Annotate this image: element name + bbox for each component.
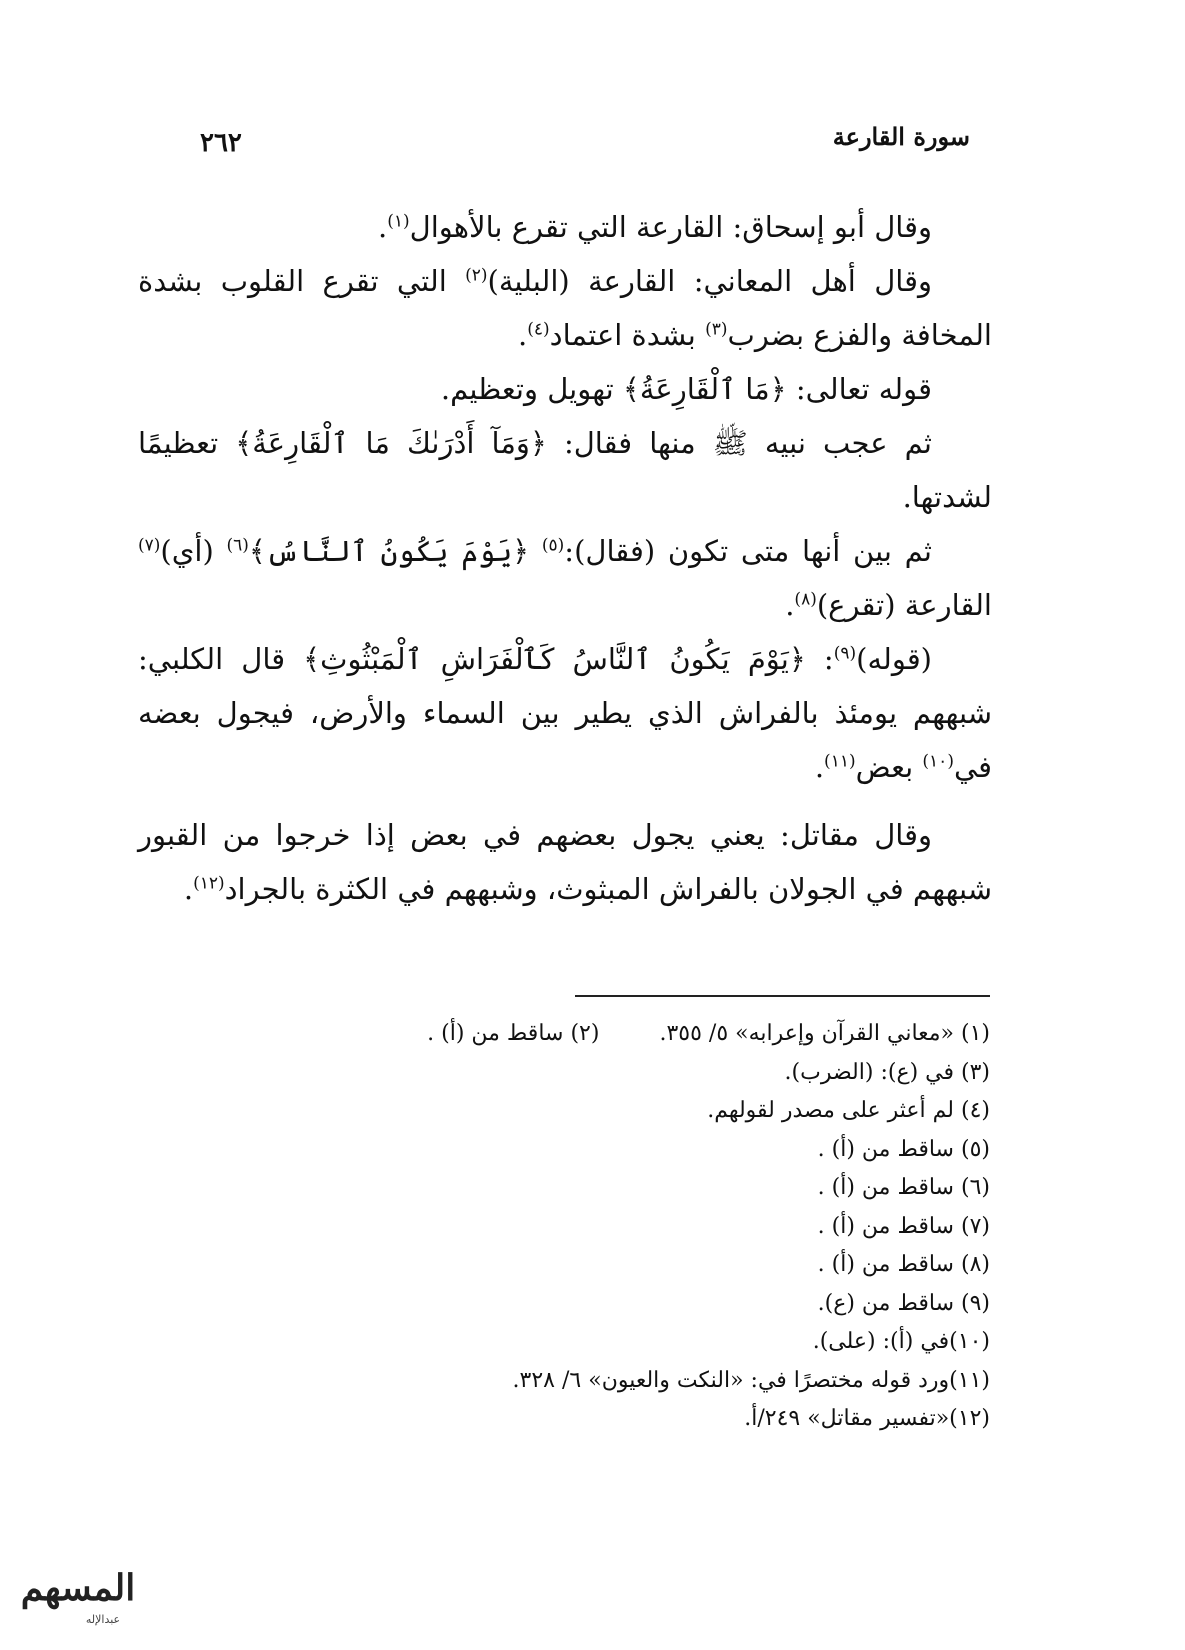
paragraph-text: قال الكلبي: شبههم يومئذ بالفراش الذي يطير بين السماء والأرض، فيجول بعضه في xyxy=(138,642,992,784)
paragraph-text: وقال أبو إسحاق: القارعة التي تقرع بالأهوال xyxy=(409,210,932,244)
paragraph-text: ثم بين أنها متى تكون (فقال): xyxy=(564,534,932,568)
period: . xyxy=(378,210,388,244)
footnote: (١) «معاني القرآن وإعرابه» ٥/ ٣٥٥. xyxy=(659,1021,990,1046)
footnote: (٨) ساقط من (أ) . xyxy=(817,1252,990,1277)
paragraph-text: التي تقرع القلوب بشدة المخافة والفزع بضرب xyxy=(138,264,992,352)
footnote-ref: (٨) xyxy=(794,589,817,610)
footnote-ref: (١) xyxy=(387,211,410,232)
footnote-ref: (٥) xyxy=(541,535,565,556)
paragraph: قوله تعالى: ﴿مَا ٱلْقَارِعَةُ﴾ تهويل وتعظيم. xyxy=(440,372,932,406)
footnote: (١٢)«تفسير مقاتل» ٢٤٩/أ. xyxy=(744,1406,990,1431)
footnote: (٧) ساقط من (أ) . xyxy=(817,1213,990,1239)
surah-title: سورة القارعة xyxy=(832,122,970,151)
footnote: (٣) في (ع): (الضرب). xyxy=(784,1059,990,1085)
quran-quote: ﴿يَوْمَ يَكُونُ ٱلنَّاسُ﴾ xyxy=(248,534,530,568)
page-header xyxy=(200,118,970,168)
paragraph-text: بعض xyxy=(855,750,914,784)
logo-subtext: عبدالإله xyxy=(85,1613,121,1626)
footnote-row xyxy=(200,1015,990,1054)
period: . xyxy=(785,588,795,622)
footnote: (٩) ساقط من (ع). xyxy=(817,1290,990,1316)
footnote: (١١)ورد قوله مختصرًا في: «النكت والعيون» ٦/ ٣٢٨. xyxy=(512,1367,990,1393)
paragraph-text: القارعة (تقرع) xyxy=(816,588,992,622)
footnotes xyxy=(200,1015,990,1439)
paragraph-text: بشدة اعتماد xyxy=(549,318,696,352)
footnote-ref: (٣) xyxy=(705,319,728,340)
period: . xyxy=(814,750,825,784)
footnote-divider xyxy=(575,995,990,997)
footnote-ref: (٦) xyxy=(226,535,249,556)
paragraph xyxy=(138,524,992,632)
main-text xyxy=(138,200,992,916)
watermark-logo xyxy=(8,1545,148,1635)
paragraph: (قوله)$^{(٩)}$: ﴿يَوْمَ يَكُونُ ٱلنَّاسُ كَٱلْفَرَاشِ ٱلْمَبْثُوثِ﴾ قال الكلبي: شبههم يومئذ بالفراش الذي يطير بين السماء والأرض، فيجول بعضه في$^{(١٠)}$ بعض$^{(١١)}$. xyxy=(138,642,992,784)
period: . xyxy=(183,872,194,906)
paragraph xyxy=(138,200,992,254)
footnote-ref: (٧) xyxy=(138,535,161,556)
footnote: (١٠)في (أ): (على). xyxy=(812,1329,990,1354)
page-number: ٢٦٢ xyxy=(200,128,242,158)
footnote: (٥) ساقط من (أ) . xyxy=(817,1136,990,1162)
footnote-ref: (٩) xyxy=(833,643,857,664)
footnote-ref: (١٠) xyxy=(922,751,954,772)
footnote-ref: (١٢) xyxy=(193,873,225,894)
paragraph xyxy=(138,808,992,916)
paragraph-text: (قوله) xyxy=(856,642,932,676)
footnote-ref: (١١) xyxy=(824,751,856,772)
paragraph-text: وقال مقاتل: يعني يجول بعضهم في بعض إذا خرجوا من القبور شبههم في الجولان بالفراش المبثوث، وشبههم في الكثرة بالجراد xyxy=(138,818,992,906)
footnote: (٦) ساقط من (أ) . xyxy=(817,1175,990,1200)
paragraph xyxy=(138,254,992,362)
logo-text: المسهم xyxy=(20,1567,136,1609)
paragraph: ثم عجب نبيه ﷺ منها فقال: ﴿وَمَآ أَدْرَىٰكَ مَا ٱلْقَارِعَةُ﴾ تعظيمًا لشدتها. xyxy=(138,426,992,514)
footnote-ref: (٤) xyxy=(527,319,550,340)
period: . xyxy=(518,318,528,352)
footnote: (٢) ساقط من (أ) . xyxy=(427,1021,600,1046)
paragraph-text: وقال أهل المعاني: القارعة (البلية) xyxy=(487,264,933,298)
quran-quote: ﴿يَوْمَ يَكُونُ ٱلنَّاسُ كَٱلْفَرَاشِ ٱلْمَبْثُوثِ﴾ xyxy=(303,642,806,676)
paragraph-text: (أي) xyxy=(160,534,214,568)
footnote: (٤) لم أعثر على مصدر لقولهم. xyxy=(707,1098,990,1123)
footnote-ref: (٢) xyxy=(465,265,488,286)
